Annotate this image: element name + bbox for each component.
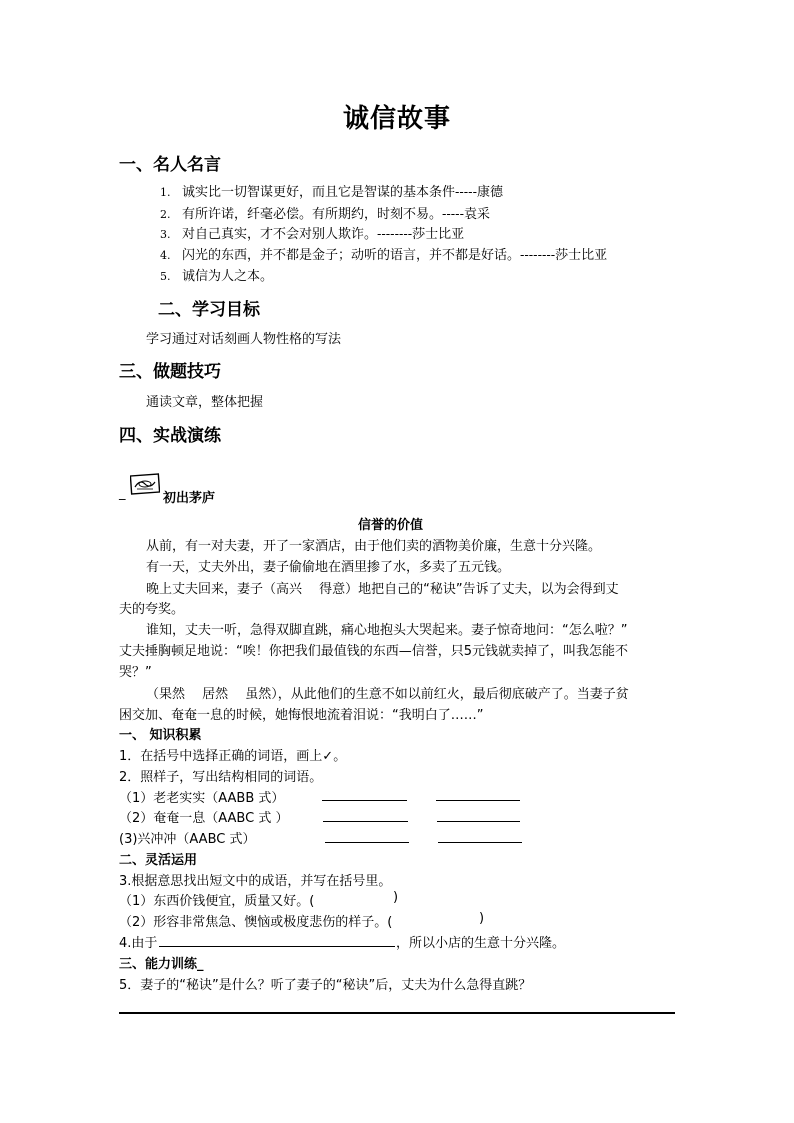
quote-number: 5. xyxy=(160,270,171,283)
story-paragraph: （果然 居然 虽然），从此他们的生意不如以前红火，最后彻底破产了。当妻子贫 xyxy=(146,687,629,702)
quote-item xyxy=(160,244,607,263)
story-paragraph: 困交加、奄奄一息的时候，她悔恨地流着泪说：“我明白了……” xyxy=(119,708,484,723)
story-paragraph: 有一天，丈夫外出，妻子偷偷地在酒里掺了水，多卖了五元钱。 xyxy=(146,560,511,575)
q3-item-1-close: ) xyxy=(393,890,399,905)
quote-number: 1. xyxy=(160,186,171,199)
answer-blank[interactable] xyxy=(438,842,522,843)
story-title: 信誉的价值 xyxy=(358,518,424,533)
question-1 xyxy=(119,745,346,764)
exercise-heading-knowledge: 一、 知识积累 xyxy=(119,728,202,743)
q2-item: （1）老老实实（AABB 式） xyxy=(119,791,285,806)
question-2: 2．照样子，写出结构相同的词语。 xyxy=(119,770,323,785)
q3-item-2: （2）形容非常焦急、懊恼或极度悲伤的样子。( xyxy=(119,915,393,930)
question-1-end: 。 xyxy=(333,749,347,764)
question-5: 5．妻子的“秘诀”是什么？听了妻子的“秘诀”后，丈夫为什么急得直跳？ xyxy=(119,978,532,993)
tips-text: 通读文章，整体把握 xyxy=(146,395,264,410)
page-title: 诚信故事 xyxy=(342,104,451,134)
quote-text: 对自己真实，才不会对别人欺诈。--------莎士比亚 xyxy=(182,227,465,242)
question-1-text: 1．在括号中选择正确的词语，画上 xyxy=(119,749,323,764)
section-heading-goals: 二、学习目标 xyxy=(158,300,260,320)
checkmark-icon: ✓ xyxy=(322,749,334,764)
section-heading-quotes: 一、名人名言 xyxy=(119,155,221,175)
story-paragraph: 夫的夸奖。 xyxy=(119,602,185,617)
quote-item xyxy=(160,223,464,242)
story-paragraph: 从前，有一对夫妻，开了一家酒店，由于他们卖的酒物美价廉，生意十分兴隆。 xyxy=(146,539,602,554)
answer-blank[interactable] xyxy=(322,800,407,801)
answer-blank[interactable] xyxy=(436,800,520,801)
exercise-heading-application: 二、灵活运用 xyxy=(119,853,198,868)
quote-text: 闪光的东西，并不都是金子；动听的语言，并不都是好话。--------莎士比亚 xyxy=(182,248,608,263)
quote-item xyxy=(160,265,273,284)
question-3: 3.根据意思找出短文中的成语，并写在括号里。 xyxy=(119,874,392,889)
label-dash: _ xyxy=(119,486,126,501)
goals-text: 学习通过对话刻画人物性格的写法 xyxy=(146,332,342,347)
story-paragraph: 哭？” xyxy=(119,665,152,680)
quote-text: 诚信为人之本。 xyxy=(182,269,274,284)
quote-number: 4. xyxy=(160,249,171,262)
quote-text: 诚实比一切智谋更好，而且它是智谋的基本条件-----康德 xyxy=(182,185,503,200)
story-paragraph: 晚上丈夫回来，妻子（高兴 得意）地把自己的“秘诀”告诉了丈夫，以为会得到丈 xyxy=(146,582,619,597)
quote-item xyxy=(160,181,503,200)
section-heading-practice: 四、实战演练 xyxy=(119,426,221,446)
answer-blank[interactable] xyxy=(159,946,395,947)
answer-blank[interactable] xyxy=(437,821,520,822)
quote-number: 3. xyxy=(160,228,171,241)
story-paragraph: 谁知，丈夫一听，急得双脚直跳，痛心地抱头大哭起来。妻子惊奇地问：“怎么啦？” xyxy=(146,623,628,638)
q2-item: （2）奄奄一息（AABC 式 ） xyxy=(119,811,289,826)
practice-label: 初出茅庐 xyxy=(163,491,216,506)
q4-start: 4.由于 xyxy=(119,936,158,951)
exercise-heading-ability: 三、能力训练_ xyxy=(119,957,204,972)
answer-blank[interactable] xyxy=(323,821,408,822)
quote-text: 有所许诺，纤毫必偿。有所期约，时刻不易。-----袁采 xyxy=(182,207,490,222)
bottom-rule xyxy=(119,1012,675,1014)
pen-sketch-icon xyxy=(130,473,160,495)
quote-item xyxy=(160,203,490,222)
story-paragraph: 丈夫捶胸顿足地说：“唉！你把我们最值钱的东西—信誉，只5元钱就卖掉了，叫我怎能不 xyxy=(119,644,629,659)
quote-number: 2. xyxy=(160,208,171,221)
q4-end: ，所以小店的生意十分兴隆。 xyxy=(396,936,566,951)
q2-item: (3)兴冲冲（AABC 式） xyxy=(119,832,256,847)
answer-blank[interactable] xyxy=(325,842,409,843)
q3-item-1: （1）东西价钱便宜，质量又好。( xyxy=(119,894,315,909)
q3-item-2-close: ) xyxy=(479,911,485,926)
section-heading-tips: 三、做题技巧 xyxy=(119,362,221,382)
